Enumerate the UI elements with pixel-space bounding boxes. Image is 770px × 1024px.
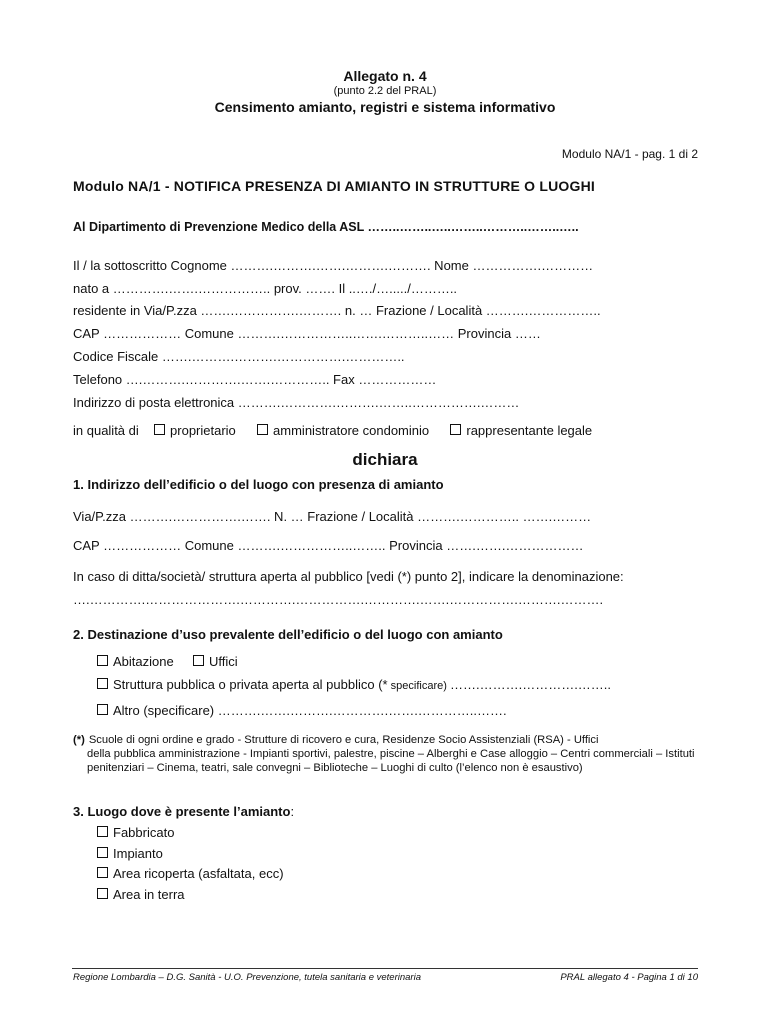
checkbox-struttura[interactable]: Struttura pubblica o privata aperta al pubblico (* specificare) …….……….………….……..	[97, 677, 611, 692]
field-residenza: residente in Via/P.zza …….…………….………. n. … Frazione / Località ……….……………..	[73, 303, 601, 318]
checkbox-fabbricato[interactable]: Fabbricato	[97, 825, 174, 840]
checkbox-icon[interactable]	[97, 826, 108, 837]
checkbox-abitazione[interactable]: Abitazione	[97, 654, 174, 669]
footnote: (*) Scuole di ogni ordine e grado - Strutture di ricovero e cura, Residenze Socio Assistenziali (RSA) - Uffici della pubblica amministrazione - Impianti sportivi, palestre, piscine – Alberghi e Case alloggio – Centri commerciali – Istituti penitenziari – Cinema, teatri, sale convegni – Biblioteche – Luoghi di culto (l’elenco non è esaustivo)	[73, 734, 695, 774]
checkbox-icon[interactable]	[257, 424, 268, 435]
dichiara-heading: dichiara	[352, 450, 418, 469]
section3-title-row: 3. Luogo dove è presente l’amianto:	[73, 804, 295, 819]
section1-cap-comune: CAP ……………… Comune ……….……………..…….. Provincia …….…….………………	[73, 538, 584, 553]
document-heading: Censimento amianto, registri e sistema informativo	[214, 99, 556, 115]
recipient-line: Al Dipartimento di Prevenzione Medico della ASL ……..……..…..……..………..……..…..	[73, 220, 579, 234]
section2-title: 2. Destinazione d’uso prevalente dell’edificio o del luogo con amianto	[73, 627, 503, 642]
checkbox-area-terra[interactable]: Area in terra	[97, 887, 185, 902]
checkbox-icon[interactable]	[97, 847, 108, 858]
checkbox-uffici[interactable]: Uffici	[193, 654, 238, 669]
checkbox-altro[interactable]: Altro (specificare) ……….…….……….………….…….…………..…….	[97, 703, 507, 718]
checkbox-icon[interactable]	[97, 678, 108, 689]
checkbox-impianto[interactable]: Impianto	[97, 846, 163, 861]
section1-title: 1. Indirizzo dell’edificio o del luogo con presenza di amianto	[73, 477, 444, 492]
footer-left: Regione Lombardia – D.G. Sanità - U.O. Prevenzione, tutela sanitaria e veterinaria	[73, 972, 421, 983]
checkbox-proprietario[interactable]: proprietario	[154, 423, 236, 438]
checkbox-icon[interactable]	[97, 704, 108, 715]
field-nascita: nato a ………….…….…………….. prov. ……. Il ..…./…...../………..	[73, 281, 458, 296]
page-reference: Modulo NA/1 - pag. 1 di 2	[561, 147, 698, 161]
field-codice-fiscale: Codice Fiscale …….……….……….…………….…………..	[73, 349, 405, 364]
section1-indirizzo: Via/P.zza ……….…………….……. N. … Frazione / Località ……….………….. …….………	[73, 509, 592, 524]
footnote-marker: (*)	[73, 734, 85, 746]
footer-right: PRAL allegato 4 - Pagina 1 di 10	[560, 972, 698, 983]
checkbox-icon[interactable]	[97, 888, 108, 899]
checkbox-icon[interactable]	[97, 867, 108, 878]
field-telefono-fax: Telefono ….……….………….…….………….. Fax ………………	[73, 372, 437, 387]
field-cognome-nome: Il / la sottoscritto Cognome ……….……….…….……….………. Nome …………….…………	[73, 258, 594, 273]
checkbox-icon[interactable]	[450, 424, 461, 435]
footer-divider	[72, 968, 698, 969]
section3-title: 3. Luogo dove è presente l’amianto	[73, 804, 291, 819]
checkbox-icon[interactable]	[193, 655, 204, 666]
section1-denominazione-field: ….………….………………….………….…………….………….…….…………….……….……….	[73, 592, 604, 607]
checkbox-rappresentante[interactable]: rappresentante legale	[450, 423, 592, 438]
field-email: Indirizzo di posta elettronica ……….………….……….……..…………….………	[73, 395, 520, 410]
qualita-row	[73, 423, 592, 438]
qualita-label: in qualità di	[73, 423, 139, 438]
field-cap-comune: CAP ……………… Comune ……….……………..…….………..…… Provincia ……	[73, 326, 541, 341]
section1-denominazione-label: In caso di ditta/società/ struttura aperta al pubblico [vedi (*) punto 2], indicare la denominazione:	[73, 569, 624, 584]
checkbox-icon[interactable]	[154, 424, 165, 435]
checkbox-icon[interactable]	[97, 655, 108, 666]
section2-row1	[97, 654, 238, 669]
document-subtitle: (punto 2.2 del PRAL)	[333, 85, 437, 97]
checkbox-area-ricoperta[interactable]: Area ricoperta (asfaltata, ecc)	[97, 866, 284, 881]
document-title: Allegato n. 4	[343, 68, 427, 84]
form-title: Modulo NA/1 - NOTIFICA PRESENZA DI AMIANTO IN STRUTTURE O LUOGHI	[73, 178, 595, 194]
checkbox-amministratore[interactable]: amministratore condominio	[257, 423, 429, 438]
